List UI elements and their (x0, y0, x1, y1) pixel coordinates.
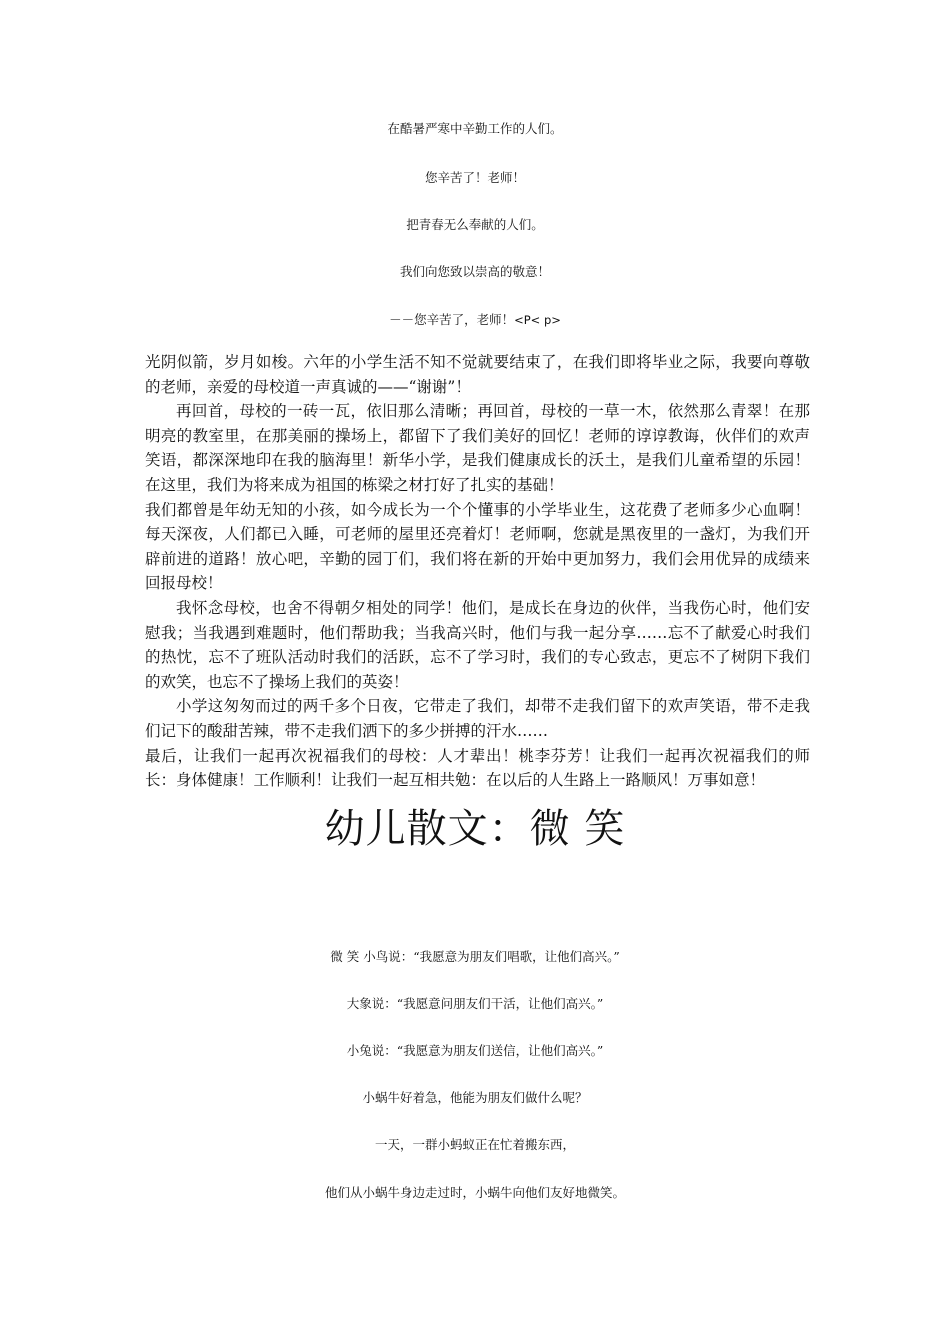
essay-paragraph: 我们都曾是年幼无知的小孩，如今成长为一个个懂事的小学毕业生，这花费了老师多少心血啊！每天深夜，人们都已入睡，可老师的屋里还亮着灯！老师啊，您就是黑夜里的一盏灯，为我们开辟前进的道路！放心吧，辛勤的园丁们，我们将在新的开始中更加努力，我们会用优异的成绩来回报母校！ (145, 500, 810, 593)
essay-paragraph: 光阴似箭，岁月如梭。六年的小学生活不知不觉就要结束了，在我们即将毕业之际，我要向尊敬的老师，亲爱的母校道一声真诚的——“谢谢”！ (145, 353, 810, 396)
poem-line-text: －－您辛苦了，老师！ (389, 312, 515, 327)
story-line: 他们从小蜗牛身边走过时，小蜗牛向他们友好地微笑。 (324, 1185, 625, 1200)
poem-line: 我们向您致以崇高的敬意！ (399, 264, 550, 279)
story-line: 一天，一群小蚂蚁正在忙着搬东西， (374, 1137, 575, 1152)
poem-line: 在酷暑严寒中辛勤工作的人们。 (387, 121, 563, 136)
story-line: 微 笑 小鸟说：“我愿意为朋友们唱歌，让他们高兴。” (330, 949, 620, 964)
essay-paragraph: 我怀念母校，也舍不得朝夕相处的同学！他们，是成长在身边的伙伴，当我伤心时，他们安慰我；当我遇到难题时，他们帮助我；当我高兴时，他们与我一起分享……忘不了献爱心时我们的热忱，忘不了班队活动时我们的活跃，忘不了学习时，我们的专心致志，更忘不了树阴下我们的欢笑，也忘不了操场上我们的英姿！ (145, 598, 810, 691)
essay-body (145, 350, 810, 793)
poem-line: 您辛苦了！老师！ (424, 170, 525, 185)
story-line: 小兔说：“我愿意为朋友们送信，让他们高兴。” (346, 1043, 604, 1058)
poem-line: 把青春无么奉献的人们。 (406, 217, 544, 232)
essay-paragraph: 最后，让我们一起再次祝福我们的母校：人才辈出！桃李芬芳！让我们一起再次祝福我们的师长：身体健康！工作顺利！让我们一起互相共勉：在以后的人生路上一路顺风！万事如意！ (145, 746, 810, 790)
poem-line-closing (0, 312, 950, 328)
stray-markup-text: <P< p> (514, 313, 561, 327)
story-title: 幼儿散文：微 笑 (324, 806, 626, 852)
essay-paragraph: 再回首，母校的一砖一瓦，依旧那么清晰；再回首，母校的一草一木，依然那么青翠！在那明亮的教室里，在那美丽的操场上，都留下了我们美好的回忆！老师的谆谆教诲，伙伴们的欢声笑语，都深深地印在我的脑海里！新华小学，是我们健康成长的沃土，是我们儿童希望的乐园！在这里，我们为将来成为祖国的栋梁之材打好了扎实的基础！ (145, 402, 810, 494)
story-line: 小蜗牛好着急，他能为朋友们做什么呢？ (362, 1090, 588, 1105)
essay-paragraph: 小学这匆匆而过的两千多个日夜，它带走了我们，却带不走我们留下的欢声笑语，带不走我们记下的酸甜苦辣，带不走我们洒下的多少拼搏的汗水…… (145, 697, 810, 740)
story-line: 大象说：“我愿意问朋友们干活，让他们高兴。” (346, 996, 604, 1011)
